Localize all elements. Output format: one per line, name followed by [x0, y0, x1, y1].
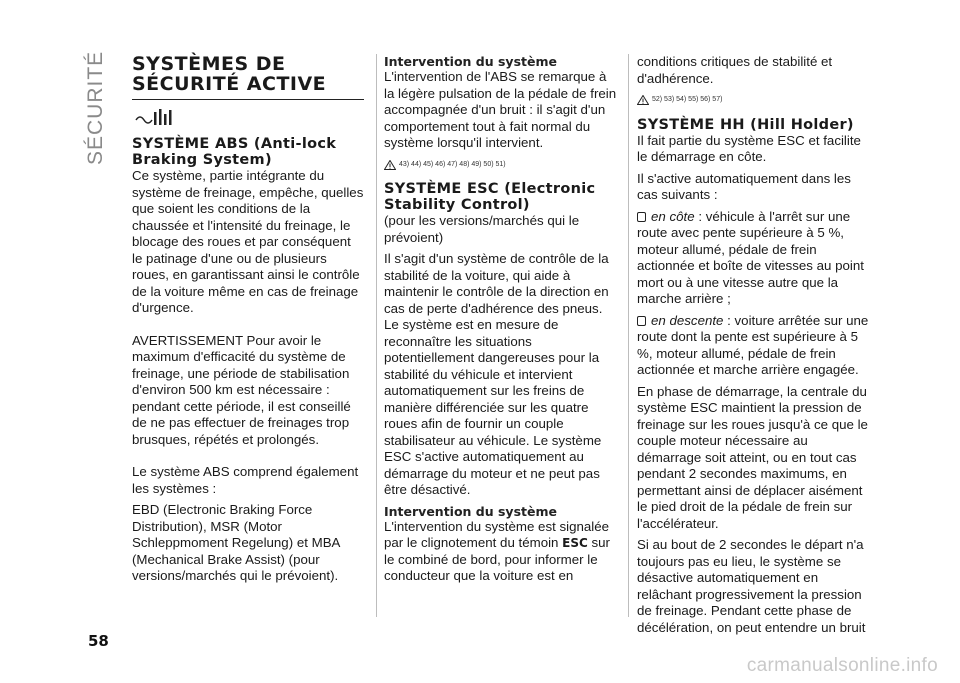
warning-triangle-icon	[637, 95, 649, 105]
page-number: 58	[88, 632, 109, 650]
intervention-paragraph-2: L'intervention du système est signalée par le clignotement du témoin ESC sur le combiné de bord, pour informer le conducteur que la voiture est en	[384, 518, 610, 583]
esc-paragraph-1: (pour les versions/marchés qui le prévoient)	[384, 213, 580, 245]
intervention-heading-2: Intervention du système	[384, 503, 557, 519]
section-title: SYSTÈMES DE SÉCURITÉ ACTIVE	[132, 53, 327, 95]
hh-paragraph-3: En phase de démarrage, la centrale du système ESC maintient la pression de freinage sur les roues jusqu'à ce que le couple moteur nécessaire au démarrage soit atteint, ou en tout cas pendant 2 secondes maximums, en permettant ainsi de déplacer aisément le pied droit de la pédale de frein sur l'accélérateur.	[637, 383, 868, 531]
column-divider-2	[628, 54, 629, 617]
column-2	[384, 54, 617, 590]
hh-bullet-downhill: en descente : voiture arrêtée sur une route dont la pente est supérieure à 5 %, moteur allumé, pédale de frein actionnée et marche arrière engagée.	[637, 312, 869, 377]
column-3	[637, 54, 873, 641]
hh-paragraph-1: Il fait partie du système ESC et facilite le démarrage en côte.	[637, 132, 861, 164]
bullet-icon	[637, 316, 646, 326]
abs-paragraph-1: Ce système, partie intégrante du système de freinage, empêche, quelles que soient les conditions de la chaussée et l'intensité du freinage, le blocage des roues et par conséquent le patinage d'une ou de plusieurs roues, en garantissant ainsi le contrôle de la voiture même en cas de freinage d'urgence.	[132, 168, 364, 315]
environment-symbol	[132, 106, 364, 132]
stability-continued: conditions critiques de stabilité et d'adhérence.	[637, 54, 833, 86]
abs-paragraph-3: Le système ABS comprend également les systèmes :	[132, 464, 359, 496]
environment-sound-icon	[132, 106, 176, 128]
column-1	[132, 54, 364, 590]
esc-warning-light-icon: ESC	[562, 536, 588, 550]
esc-heading: SYSTÈME ESC (Electronic Stability Control)	[384, 181, 596, 213]
bullet-icon	[637, 212, 646, 222]
hh-heading: SYSTÈME HH (Hill Holder)	[637, 116, 854, 133]
title-rule	[132, 99, 364, 100]
hh-bullet-uphill: en côte : véhicule à l'arrêt sur une route avec pente supérieure à 5 %, moteur allumé, pédale de frein actionnée et boîte de vitesses au point mort ou à une vitesse autre que la marche arrière ;	[637, 208, 864, 306]
hh-paragraph-2: Il s'active automatiquement dans les cas suivants :	[637, 170, 851, 202]
column-divider-1	[376, 54, 377, 617]
abs-heading: SYSTÈME ABS (Anti-lock Braking System)	[132, 136, 337, 168]
abs-paragraph-4: EBD (Electronic Braking Force Distribution), MSR (Motor Schleppmoment Regelung) et MBA (Mechanical Brake Assist) (pour versions/marchés qui le prévoient).	[132, 502, 340, 583]
hh-paragraph-4: Si au bout de 2 secondes le départ n'a toujours pas eu lieu, le système se désactive automatiquement en relâchant progressivement la pression de freinage. Pendant cette phase de décélération, on peut entendre un bruit	[637, 537, 866, 635]
watermark: carmanualsonline.info	[746, 655, 938, 676]
abs-warning-paragraph: AVERTISSEMENT Pour avoir le maximum d'efficacité du système de freinage, une période de stabilisation d'environ 500 km est nécessaire : pendant cette période, il est conseillé de ne pas effectuer de freinages trop brusques, répétés et prolongés.	[132, 332, 351, 447]
warning-references-1: 43) 44) 45) 46) 47) 48) 49) 50) 51)	[384, 157, 617, 174]
esc-paragraph-2: Il s'agit d'un système de contrôle de la stabilité de la voiture, qui aide à maintenir le contrôle de la direction en cas de perte d'adhérence des pneus. Le système est en mesure de reconnaître les situations potentiellement dangereuses pour la stabilité du véhicule et intervient automatiquement sur les freins de manière différenciée sur les quatre roues afin de fournir un couple stabilisateur au véhicule. Le système ESC s'active automatiquement au démarrage du moteur et ne peut pas être désactivé.	[384, 251, 609, 497]
warning-references-2: 52) 53) 54) 55) 56) 57)	[637, 92, 873, 109]
section-side-label: SÉCURITÉ	[84, 50, 107, 165]
intervention-heading-1: Intervention du système	[384, 54, 557, 69]
intervention-paragraph-1: L'intervention de l'ABS se remarque à la légère pulsation de la pédale de frein accompagnée d'un bruit : il s'agit d'un comportement tout à fait normal du système lorsqu'il intervient.	[384, 69, 617, 150]
warning-triangle-icon	[384, 160, 396, 170]
